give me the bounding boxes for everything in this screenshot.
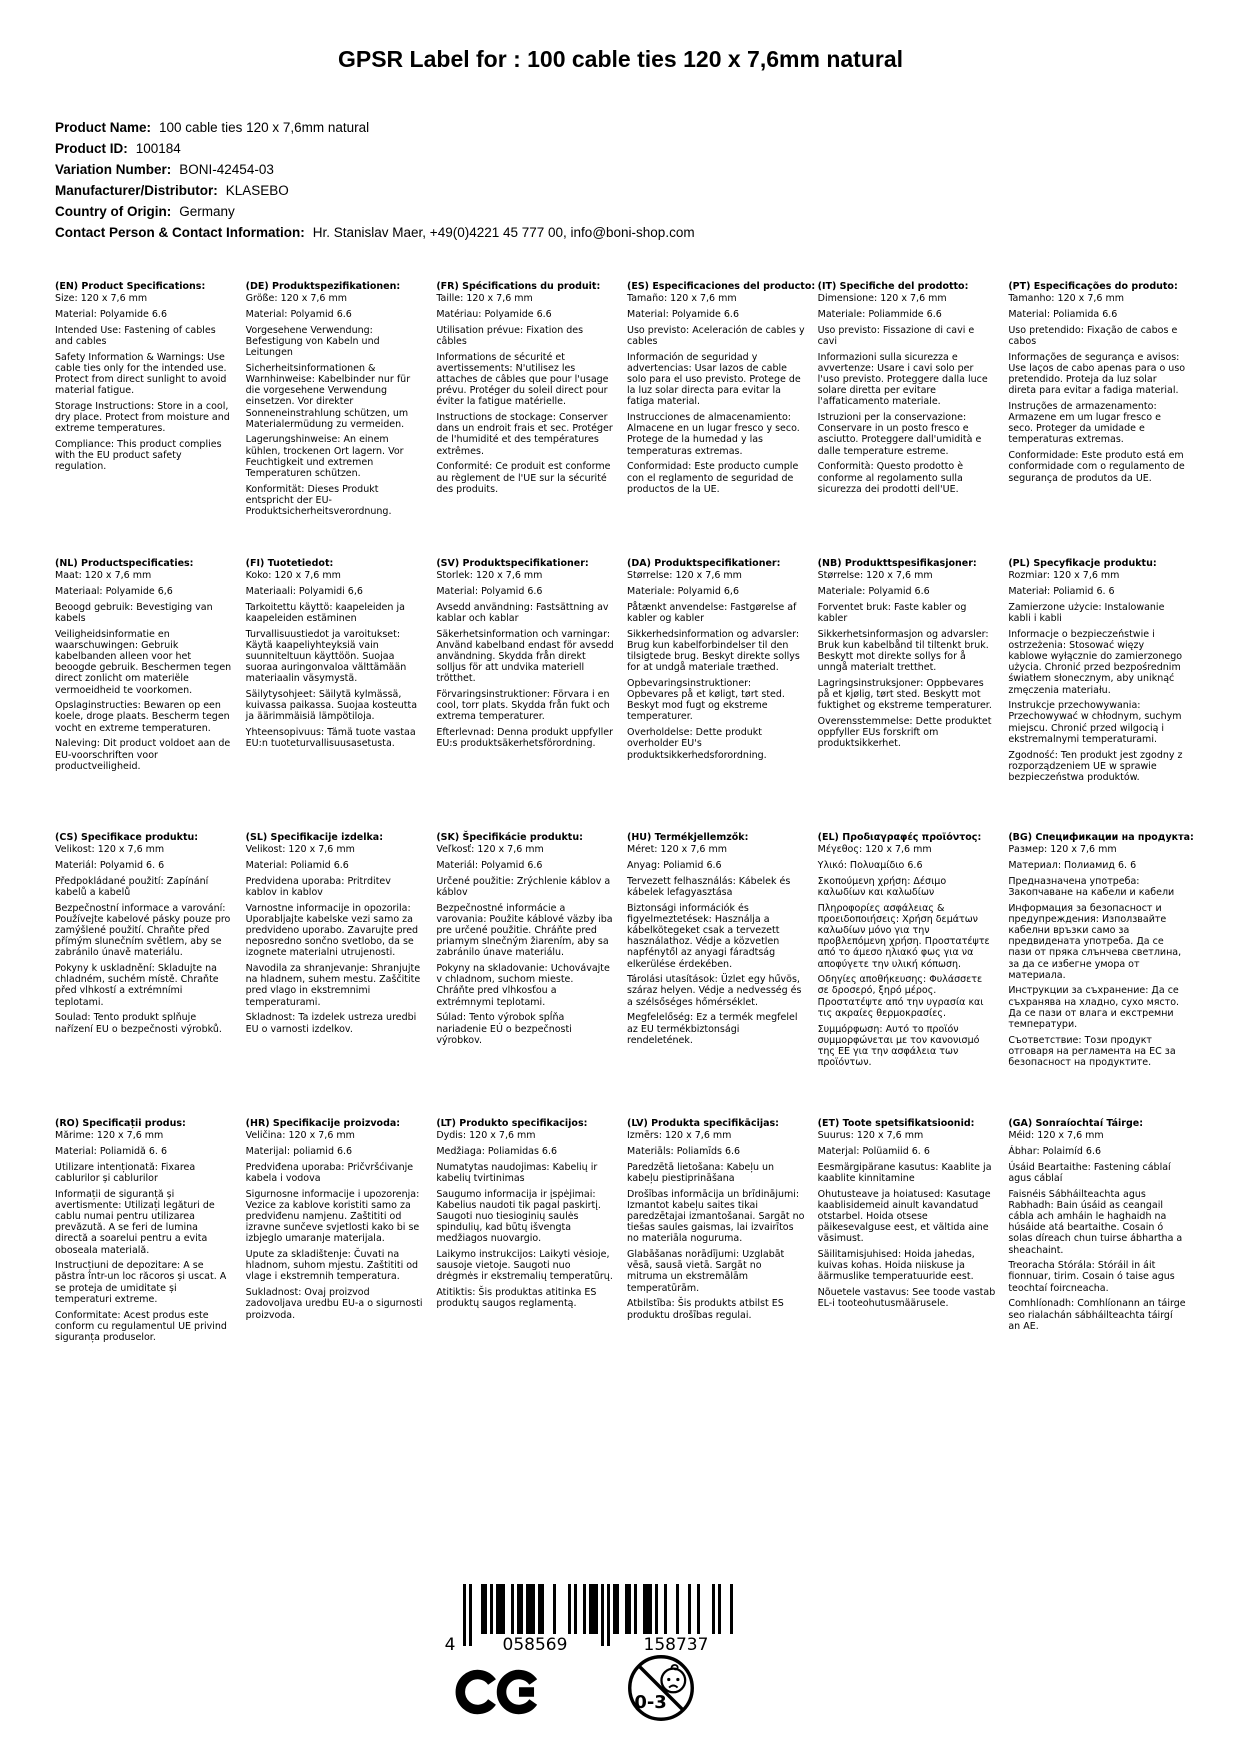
spec-paragraph: Material: Polyamide 6.6 [55, 308, 167, 320]
spec-paragraph: Materiaali: Polyamidi 6,6 [245, 585, 363, 597]
spec-paragraph: Instrucciones de almacenamiento: Almacene en un lugar fresco y seco. Protege de la humedad y las temperaturas extremas. [627, 412, 800, 457]
spec-block-lt [436, 1118, 614, 1348]
spec-paragraph: Uso previsto: Aceleración de cables y cables [627, 324, 805, 347]
spec-block-nl [55, 558, 233, 832]
spec-block-title: (EL) Προδιαγραφές προϊόντος: [817, 832, 982, 843]
spec-block-title: (CS) Specifikace produktu: [55, 832, 199, 843]
field-value: 100 cable ties 120 x 7,6mm natural [159, 120, 370, 135]
spec-paragraph: Izmērs: 120 x 7,6 mm [627, 1130, 732, 1142]
spec-paragraph: Informacje o bezpieczeństwie i ostrzeżenia: Stosować więzy kablowe wyłącznie do zamierzonego użycia. Chronić przed bezpośrednim światłem słonecznym, aby uniknąć zmęczenia materiału. [1008, 628, 1183, 696]
spec-paragraph: Tamaño: 120 x 7,6 mm [627, 293, 737, 305]
spec-paragraph: Lagerungshinweise: An einem kühlen, trockenen Ort lagern. Vor Feuchtigkeit und extremen Temperaturen schützen. [245, 434, 404, 480]
spec-paragraph: Ohutusteave ja hoiatused: Kasutage kaablisidemeid ainult kavandatud otstarbel. Hoida otsese päikesevalguse eest, et vältida aine väsimust. [817, 1188, 991, 1245]
spec-paragraph: Efterlevnad: Denna produkt uppfyller EU:s produktsäkerhetsförordning. [436, 727, 613, 750]
spec-paragraph: Anyag: Poliamid 6.6 [627, 859, 722, 871]
spec-block-sk [436, 832, 614, 1118]
field-label: Manufacturer/Distributor: [55, 183, 218, 198]
spec-block-title: (IT) Specifiche del prodotto: [817, 281, 969, 292]
spec-paragraph: Dydis: 120 x 7,6 mm [436, 1130, 536, 1142]
spec-block-en [55, 281, 233, 558]
spec-paragraph: Materijal: poliamid 6.6 [245, 1145, 353, 1157]
spec-paragraph: Turvallisuustiedot ja varoitukset: Käytä kaapeliyhteyksiä vain suunniteltuun käyttöön. Suojaa suoraa auringonvaloa välttämään materiaalin väsymystä. [245, 628, 407, 685]
spec-paragraph: Informações de segurança e avisos: Use laços de cabo apenas para o uso pretendido. Proteja da luz solar direta para evitar a fadiga material. [1008, 351, 1186, 397]
spec-paragraph: Sukladnost: Ovaj proizvod zadovoljava uredbu EU-a o sigurnosti proizvoda. [245, 1287, 423, 1321]
spec-paragraph: Material: Poliamid 6.6 [245, 859, 349, 871]
spec-paragraph: Předpokládané použití: Zapínání kabelů a kabelů [55, 875, 209, 898]
spec-block-title: (ES) Especificaciones del producto: [627, 281, 816, 292]
spec-paragraph: Koko: 120 x 7,6 mm [245, 570, 341, 582]
spec-paragraph: Pokyny na skladovanie: Uchovávajte v chladnom, suchom mieste. Chráňte pred vlhkosťou a extrémnymi teplotami. [436, 963, 610, 1008]
spec-paragraph: Sikkerhedsinformation og advarsler: Brug kun kabelforbindelser til den tilsigtede brug. Beskyt direkte sollys for at undgå materiale træthed. [627, 628, 800, 674]
spec-grid [55, 281, 1194, 1348]
spec-paragraph: Úsáid Beartaithe: Fastening cáblaí agus cáblaí [1008, 1161, 1171, 1184]
spec-paragraph: Οδηγίες αποθήκευσης: Φυλάσσετε σε δροσερό, ξηρό μέρος. Προστατέψτε από την υγρασία και τις ακραίες θερμοκρασίες. [817, 974, 984, 1019]
spec-paragraph: Material: Polyamide 6.6 [627, 308, 739, 320]
spec-paragraph: Overholdelse: Dette produkt overholder EU's produktsikkerhedsforordning. [627, 727, 767, 761]
spec-paragraph: Material: Polyamid 6.6 [245, 308, 352, 320]
spec-paragraph: Materiał: Poliamid 6. 6 [1008, 585, 1115, 597]
ce-mark-icon [454, 1662, 538, 1722]
spec-paragraph: Paredzētā lietošana: Kabeļu un kabeļu piestiprināšana [627, 1161, 775, 1184]
spec-paragraph: Säilitamisjuhised: Hoida jahedas, kuivas kohas. Hoida niiskuse ja äärmuslike temperatuuride eest. [817, 1249, 975, 1283]
field-value: BONI-42454-03 [179, 162, 274, 177]
spec-paragraph: Skladnost: Ta izdelek ustreza uredbi EU o varnosti izdelkov. [245, 1012, 417, 1035]
spec-paragraph: Maat: 120 x 7,6 mm [55, 570, 152, 582]
spec-paragraph: Lagringsinstruksjoner: Oppbevares på et kjølig, tørt sted. Beskytt mot fuktighet og ekstreme temperaturer. [817, 677, 992, 712]
spec-paragraph: Tarkoitettu käyttö: kaapeleiden ja kaapeleiden estäminen [245, 601, 405, 624]
spec-paragraph: Veličina: 120 x 7,6 mm [245, 1130, 355, 1142]
spec-paragraph: Størrelse: 120 x 7,6 mm [627, 570, 742, 582]
spec-block-title: (LV) Produkta specifikācijas: [627, 1118, 779, 1129]
spec-paragraph: Съответствие: Този продукт отговаря на регламента на ЕС за безопасност на продуктите. [1008, 1034, 1176, 1069]
spec-block-ga [1008, 1118, 1186, 1348]
spec-paragraph: Konformität: Dieses Produkt entspricht der EU-Produktsicherheitsverordnung. [245, 483, 392, 518]
spec-block-title: (ET) Toote spetsifikatsioonid: [817, 1118, 975, 1129]
spec-paragraph: Predviđena uporaba: Pričvršćivanje kabela i vodova [245, 1161, 414, 1184]
spec-block-fi [246, 558, 424, 832]
spec-paragraph: Faisnéis Sábháilteachta agus Rabhadh: Bain úsáid as ceangail cábla ach amháin le haghaidh na húsáide atá beartaithe. Cosain ó solas díreach chun tuirse ábhartha a sheachaint. [1008, 1188, 1183, 1256]
spec-block-da [627, 558, 805, 832]
spec-paragraph: Размер: 120 x 7,6 mm [1008, 844, 1117, 856]
spec-block-title: (GA) Sonraíochtaí Táirge: [1008, 1118, 1144, 1129]
spec-paragraph: Συμμόρφωση: Αυτό το προϊόν συμμορφώνεται με τον κανονισμό της ΕΕ για την ασφάλεια των προϊόντων. [817, 1023, 980, 1069]
spec-paragraph: Предназначена употреба: Закопчаване на кабели и кабели [1008, 875, 1175, 898]
spec-block-hu [627, 832, 805, 1118]
spec-block-ro [55, 1118, 233, 1348]
spec-paragraph: Utilisation prévue: Fixation des câbles [436, 324, 584, 347]
spec-paragraph: Materiale: Polyamid 6,6 [627, 585, 739, 597]
spec-paragraph: Veľkosť: 120 x 7,6 mm [436, 844, 544, 856]
spec-paragraph: Μέγεθος: 120 x 7,6 mm [817, 844, 932, 856]
product-info-row [55, 222, 695, 243]
barcode-left-digits: 058569 [502, 1635, 568, 1654]
spec-paragraph: Méid: 120 x 7,6 mm [1008, 1130, 1104, 1142]
spec-paragraph: Информация за безопасност и предупреждения: Използвайте кабелни връзки само за предвидената употреба. Да се пази от пряка слънчева светлина, за да се избегне умора от материала. [1008, 902, 1182, 981]
spec-paragraph: Dimensione: 120 x 7,6 mm [817, 293, 947, 305]
spec-block-title: (PT) Especificações do produto: [1008, 281, 1178, 292]
spec-paragraph: Mărime: 120 x 7,6 mm [55, 1130, 164, 1142]
spec-paragraph: Istruzioni per la conservazione: Conservare in un posto fresco e asciutto. Proteggere dall'umidità e dalle temperature estreme. [817, 412, 982, 457]
spec-paragraph: Medžiaga: Poliamidas 6.6 [436, 1145, 558, 1157]
spec-paragraph: Opslaginstructies: Bewaren op een koele, droge plaats. Bescherm tegen vocht en extreme temperaturen. [55, 700, 230, 734]
spec-paragraph: Taille: 120 x 7,6 mm [436, 293, 533, 305]
spec-paragraph: Určené použitie: Zrýchlenie káblov a káblov [436, 875, 611, 898]
field-label: Product Name: [55, 120, 152, 135]
spec-paragraph: Informații de siguranță și avertismente: Utilizați legături de cablu numai pentru utilizarea prevăzută. A se feri de lumina directă a soarelui pentru a evita oboseala materială. [55, 1188, 215, 1256]
field-label: Contact Person & Contact Information: [55, 225, 305, 240]
spec-paragraph: Biztonsági információk és figyelmeztetések: Használja a kábelkötegeket csak a tervezett használathoz. Védje a közvetlen napfénytől az anyagi fáradtság elkerülése érdekében. [627, 902, 780, 970]
field-label: Variation Number: [55, 162, 172, 177]
spec-paragraph: Uso previsto: Fissazione di cavi e cavi [817, 324, 975, 347]
spec-paragraph: Material: Polyamid 6.6 [436, 585, 543, 597]
spec-paragraph: Megfelelőség: Ez a termék megfelel az EU termékbiztonsági rendeletének. [627, 1012, 798, 1046]
spec-block-title: (FR) Spécifications du produit: [436, 281, 601, 292]
field-value: Germany [179, 204, 235, 219]
spec-paragraph: Bezpečnostní informace a varování: Používejte kabelové pásky pouze pro zamýšlené použití. Chraňte před přímým slunečním světlem, aby se zabránilo únavě materiálu. [55, 902, 231, 959]
spec-paragraph: Uso pretendido: Fixação de cabos e cabos [1008, 324, 1178, 347]
spec-paragraph: Utilizare intenționată: Fixarea cablurilor și cablurilor [55, 1161, 196, 1184]
spec-paragraph: Upute za skladištenje: Čuvati na hladnom, suhom mjestu. Zaštititi od vlage i ekstremnih temperatura. [245, 1249, 419, 1283]
spec-paragraph: Material: Poliamida 6.6 [1008, 308, 1118, 320]
spec-paragraph: Velikost: 120 x 7,6 mm [55, 844, 165, 856]
spec-paragraph: Size: 120 x 7,6 mm [55, 293, 148, 305]
barcode-icon [441, 1584, 751, 1654]
spec-paragraph: Materiale: Poliammide 6.6 [817, 308, 942, 320]
age-warning-label: 0-3 [634, 1691, 667, 1713]
spec-paragraph: Materiaal: Polyamide 6,6 [55, 585, 173, 597]
spec-paragraph: Materiale: Polyamid 6.6 [817, 585, 930, 597]
field-value: KLASEBO [225, 183, 289, 198]
spec-block-title: (BG) Спецификации на продукта: [1008, 832, 1194, 843]
spec-paragraph: Материал: Полиамид 6. 6 [1008, 859, 1137, 871]
spec-paragraph: Informazioni sulla sicurezza e avvertenze: Usare i cavi solo per l'uso previsto. Proteggere dalla luce solare diretta per evitare l'affaticamento materiale. [817, 351, 988, 408]
spec-paragraph: Förvaringsinstruktioner: Förvara i en cool, torr plats. Skydda från fukt och extrema temperaturer. [436, 689, 610, 723]
spec-block-sl [246, 832, 424, 1118]
spec-block-sv [436, 558, 614, 832]
spec-paragraph: Πληροφορίες ασφάλειας & προειδοποιήσεις: Χρήση δεμάτων καλωδίων μόνο για την προβλεπόμενη χρήση. Προστατέψτε από το άμεσο ηλιακό φως για να αποφύγετε την υλική κόπωση. [817, 902, 990, 970]
spec-paragraph: Suurus: 120 x 7,6 mm [817, 1130, 924, 1142]
spec-paragraph: Conformità: Questo prodotto è conforme al regolamento sulla sicurezza dei prodotti dell'UE. [817, 461, 964, 495]
spec-paragraph: Forventet bruk: Faste kabler og kabler [817, 601, 967, 624]
spec-paragraph: Rozmiar: 120 x 7,6 mm [1008, 570, 1120, 582]
spec-paragraph: Safety Information & Warnings: Use cable ties only for the intended use. Protect from direct sunlight to avoid material fatigue. [55, 351, 227, 397]
product-info-row [55, 159, 695, 180]
spec-paragraph: Información de seguridad y advertencias: Usar lazos de cable solo para el uso previsto. Protege de la luz solar directa para evitar la fatiga material. [627, 351, 801, 408]
spec-paragraph: Storage Instructions: Store in a cool, dry place. Protect from moisture and extreme temperatures. [55, 400, 230, 435]
spec-block-pl [1008, 558, 1186, 832]
spec-paragraph: Méret: 120 x 7,6 mm [627, 844, 727, 856]
spec-block-hr [246, 1118, 424, 1348]
spec-block-lv [627, 1118, 805, 1348]
spec-paragraph: Instrukcje przechowywania: Przechowywać w chłodnym, suchym miejscu. Chronić przed wilgocią i ekstremalnymi temperaturami. [1008, 700, 1182, 745]
spec-paragraph: Påtænkt anvendelse: Fastgørelse af kabler og kabler [627, 601, 797, 624]
spec-paragraph: Instruções de armazenamento: Armazene em um lugar fresco e seco. Proteger da umidade e temperaturas extremas. [1008, 400, 1161, 446]
spec-block-bg [1008, 832, 1194, 1118]
spec-paragraph: Tamanho: 120 x 7,6 mm [1008, 293, 1124, 305]
spec-paragraph: Materiāls: Poliamīds 6.6 [627, 1145, 741, 1157]
spec-paragraph: Conformitate: Acest produs este conform cu regulamentul UE privind siguranța produselor. [55, 1309, 227, 1343]
spec-paragraph: Zgodność: Ten produkt jest zgodny z rozporządzeniem UE w sprawie bezpieczeństwa produktów. [1008, 749, 1183, 783]
spec-block-title: (DA) Produktspecifikationer: [627, 558, 781, 569]
field-label: Country of Origin: [55, 204, 172, 219]
product-info [55, 117, 695, 243]
spec-block-pt [1008, 281, 1186, 558]
spec-paragraph: Naleving: Dit product voldoet aan de EU-voorschriften voor productveiligheid. [55, 738, 231, 772]
spec-paragraph: Informations de sécurité et avertissements: N'utilisez les attaches de câbles que pour l'usage prévu. Protéger du soleil direct pour éviter la fatigue matérielle. [436, 351, 609, 408]
spec-block-title: (RO) Specificații produs: [55, 1118, 186, 1129]
spec-paragraph: Ábhar: Polaimíd 6.6 [1008, 1145, 1102, 1157]
field-value: Hr. Stanislav Maer, +49(0)4221 45 777 00, info@boni-shop.com [312, 225, 695, 240]
spec-paragraph: Saugumo informacija ir įspėjimai: Kabelius naudoti tik pagal paskirtį. Saugoti nuo tiesioginių saulės spindulių, kad būtų išvengta medžiagos nuovargio. [436, 1188, 601, 1245]
spec-block-fr [436, 281, 614, 558]
spec-paragraph: Laikymo instrukcijos: Laikyti vėsioje, sausoje vietoje. Saugoti nuo drėgmės ir ekstremalių temperatūrų. [436, 1249, 613, 1283]
spec-paragraph: Conformidade: Este produto está em conformidade com o regulamento de segurança de produtos da UE. [1008, 450, 1185, 484]
page-title: GPSR Label for : 100 cable ties 120 x 7,6mm natural [337, 46, 904, 72]
spec-paragraph: Instructions de stockage: Conserver dans un endroit frais et sec. Protéger de l'humidité et des températures extrêmes. [436, 412, 613, 457]
spec-block-title: (HR) Specifikacije proizvoda: [245, 1118, 401, 1129]
barcode-right-digits: 158737 [643, 1635, 709, 1654]
barcode-lead-digit: 4 [444, 1635, 456, 1654]
spec-paragraph: Material: Poliamidă 6. 6 [55, 1145, 168, 1157]
spec-paragraph: Pokyny k uskladnění: Skladujte na chladném, suchém místě. Chraňte před vlhkostí a extrémními teplotami. [55, 963, 219, 1008]
spec-paragraph: Navodila za shranjevanje: Shranjujte na hladnem, suhem mestu. Zaščitite pred vlago in ekstremnimi temperaturami. [245, 963, 421, 1008]
spec-paragraph: Veiligheidsinformatie en waarschuwingen: Gebruik kabelbanden alleen voor het beoogde gebruik. Beschermen tegen direct zonlicht om materiële vermoeidheid te voorkomen. [55, 628, 232, 696]
spec-paragraph: Größe: 120 x 7,6 mm [245, 293, 348, 305]
spec-block-it [818, 281, 996, 558]
spec-block-title: (FI) Tuotetiedot: [245, 558, 334, 569]
spec-paragraph: Bezpečnostné informácie a varovania: Použite káblové väzby iba pre určené použitie. Chráňte pred priamym slnečným žiarením, aby sa zabránilo únave materiálu. [436, 902, 613, 959]
spec-paragraph: Sicherheitsinformationen & Warnhinweise: Kabelbinder nur für die vorgesehene Verwendung einsetzen. Vor direkter Sonneneinstrahlung schützen, um Materialermüdung zu vermeiden. [245, 362, 411, 430]
spec-paragraph: Varnostne informacije in opozorila: Uporabljajte kabelske vezi samo za predvideno uporabo. Zavarujte pred neposredno sončno svetlobo, da se izognete materialni utrujenosti. [245, 902, 419, 959]
spec-paragraph: Avsedd användning: Fastsättning av kablar och kablar [436, 601, 609, 624]
spec-paragraph: Soulad: Tento produkt splňuje nařízení EU o bezpečnosti výrobků. [55, 1012, 222, 1035]
spec-paragraph: Sigurnosne informacije i upozorenja: Vezice za kablove koristiti samo za predviđenu namjenu. Zaštititi od izravne sunčeve svjetlosti kako bi se izbjeglo umaranje materijala. [245, 1188, 420, 1245]
spec-paragraph: Vorgesehene Verwendung: Befestigung von Kabeln und Leitungen [245, 324, 380, 359]
spec-paragraph: Treoracha Stórála: Stóráil in áit fionnuar, tirim. Cosain ó taise agus teochtaí foircneacha. [1008, 1260, 1175, 1294]
spec-block-title: (HU) Termékjellemzők: [627, 832, 749, 843]
spec-paragraph: Conformité: Ce produit est conforme au règlement de l'UE sur la sécurité des produits. [436, 461, 611, 495]
spec-paragraph: Conformidad: Este producto cumple con el reglamento de seguridad de productos de la UE. [627, 461, 799, 495]
spec-paragraph: Sikkerhetsinformasjon og advarsler: Bruk kun kabelbånd til tiltenkt bruk. Beskytt mot direkte sollys for å unngå materialt tretthet. [817, 628, 989, 674]
spec-paragraph: Opbevaringsinstruktioner: Opbevares på et køligt, tørt sted. Beskyt mod fugt og ekstreme temperaturer. [627, 677, 785, 723]
field-label: Product ID: [55, 141, 128, 156]
spec-paragraph: Materjal: Polüamiid 6. 6 [817, 1145, 930, 1157]
spec-paragraph: Drošības informācija un brīdinājumi: Izmantot kabeļu saites tikai paredzētajai izmantošanai. Sargāt no tiešas saules gaismas, lai izvairītos no materiāla noguruma. [627, 1188, 805, 1245]
spec-block-title: (EN) Product Specifications: [55, 281, 206, 292]
spec-paragraph: Glabāšanas norādījumi: Uzglabāt vēsā, sausā vietā. Sargāt no mitruma un ekstremālām temperatūrām. [627, 1249, 785, 1294]
spec-block-nb [818, 558, 996, 832]
age-warning [625, 1652, 697, 1728]
spec-block-title: (LT) Produkto specifikacijos: [436, 1118, 588, 1129]
product-info-row [55, 138, 695, 159]
product-info-row [55, 201, 695, 222]
age-warning-0-3-icon [625, 1652, 697, 1724]
barcode [441, 1584, 751, 1654]
spec-paragraph: Instrucțiuni de depozitare: A se păstra într-un loc răcoros și uscat. A se proteja de umiditate și temperaturi extreme. [55, 1260, 227, 1305]
spec-block-title: (SK) Špecifikácie produktu: [436, 832, 583, 843]
spec-block-title: (PL) Specyfikacje produktu: [1008, 558, 1157, 569]
spec-paragraph: Eesmärgipärane kasutus: Kaablite ja kaablite kinnitamine [817, 1161, 992, 1184]
spec-paragraph: Matériau: Polyamide 6.6 [436, 308, 552, 320]
spec-block-title: (NB) Produkttspesifikasjoner: [817, 558, 977, 569]
product-info-row [55, 180, 695, 201]
product-info-row [55, 117, 695, 138]
field-value: 100184 [135, 141, 181, 156]
ce-mark [454, 1662, 538, 1726]
spec-paragraph: Υλικό: Πολυαμίδιο 6.6 [817, 859, 923, 871]
spec-block-el [818, 832, 996, 1118]
spec-block-title: (SL) Specifikacije izdelka: [245, 832, 383, 843]
spec-block-title: (NL) Productspecificaties: [55, 558, 194, 569]
spec-paragraph: Predvidena uporaba: Pritrditev kablov in kablov [245, 875, 391, 898]
spec-paragraph: Overensstemmelse: Dette produktet oppfyller EUs forskrift om produktsikkerhet. [817, 715, 992, 750]
spec-paragraph: Nõuetele vastavus: See toode vastab EL-i tooteohutusmäärusele. [817, 1287, 996, 1310]
spec-paragraph: Materiál: Polyamid 6. 6 [55, 859, 165, 871]
spec-paragraph: Numatytas naudojimas: Kabelių ir kabelių tvirtinimas [436, 1161, 598, 1184]
spec-paragraph: Atitiktis: Šis produktas atitinka ES produktų saugos reglamentą. [436, 1287, 597, 1310]
spec-paragraph: Säilytysohjeet: Säilytä kylmässä, kuivassa paikassa. Suojaa kosteutta ja äärimmäisiä lämpötiloja. [245, 689, 418, 723]
spec-paragraph: Zamierzone użycie: Instalowanie kabli i kabli [1008, 601, 1165, 624]
spec-paragraph: Beoogd gebruik: Bevestiging van kabels [55, 601, 213, 624]
spec-paragraph: Velikost: 120 x 7,6 mm [245, 844, 355, 856]
spec-paragraph: Materiál: Polyamid 6.6 [436, 859, 543, 871]
spec-paragraph: Comhlíonadh: Comhlíonann an táirge seo rialachán sábháilteachta táirgí an AE. [1008, 1298, 1186, 1332]
spec-paragraph: Инструкции за съхранение: Да се съхранява на хладно, сухо място. Да се пази от влага и екстремни температури. [1008, 985, 1180, 1031]
spec-paragraph: Compliance: This product complies with the EU product safety regulation. [55, 438, 222, 473]
spec-block-title: (DE) Produktspezifikationen: [245, 281, 401, 292]
spec-paragraph: Intended Use: Fastening of cables and cables [55, 324, 216, 347]
spec-block-cs [55, 832, 233, 1118]
spec-paragraph: Tervezett felhasználás: Kábelek és kábelek lefagyasztása [627, 875, 791, 898]
spec-block-es [627, 281, 816, 558]
spec-paragraph: Yhteensopivuus: Tämä tuote vastaa EU:n tuoteturvallisuusasetusta. [245, 727, 416, 750]
spec-paragraph: Súlad: Tento výrobok spĺňa nariadenie EÚ o bezpečnosti výrobkov. [436, 1012, 572, 1046]
spec-paragraph: Tárolási utasítások: Üzlet egy hűvös, száraz helyen. Védje a nedvesség és a szélsőséges hőmérséklet. [627, 974, 802, 1008]
spec-paragraph: Σκοπούμενη χρήση: Δέσιμο καλωδίων και καλωδίων [817, 875, 947, 898]
spec-block-de [246, 281, 424, 558]
spec-paragraph: Säkerhetsinformation och varningar: Använd kabelband endast för avsedd användning. Skydda från direkt solljus för att undvika materiell trötthet. [436, 628, 614, 685]
spec-block-et [818, 1118, 996, 1348]
spec-paragraph: Atbilstība: Šis produkts atbilst ES produktu drošības regulai. [627, 1298, 784, 1321]
spec-block-title: (SV) Produktspecifikationer: [436, 558, 589, 569]
spec-paragraph: Størrelse: 120 x 7,6 mm [817, 570, 933, 582]
spec-paragraph: Storlek: 120 x 7,6 mm [436, 570, 543, 582]
